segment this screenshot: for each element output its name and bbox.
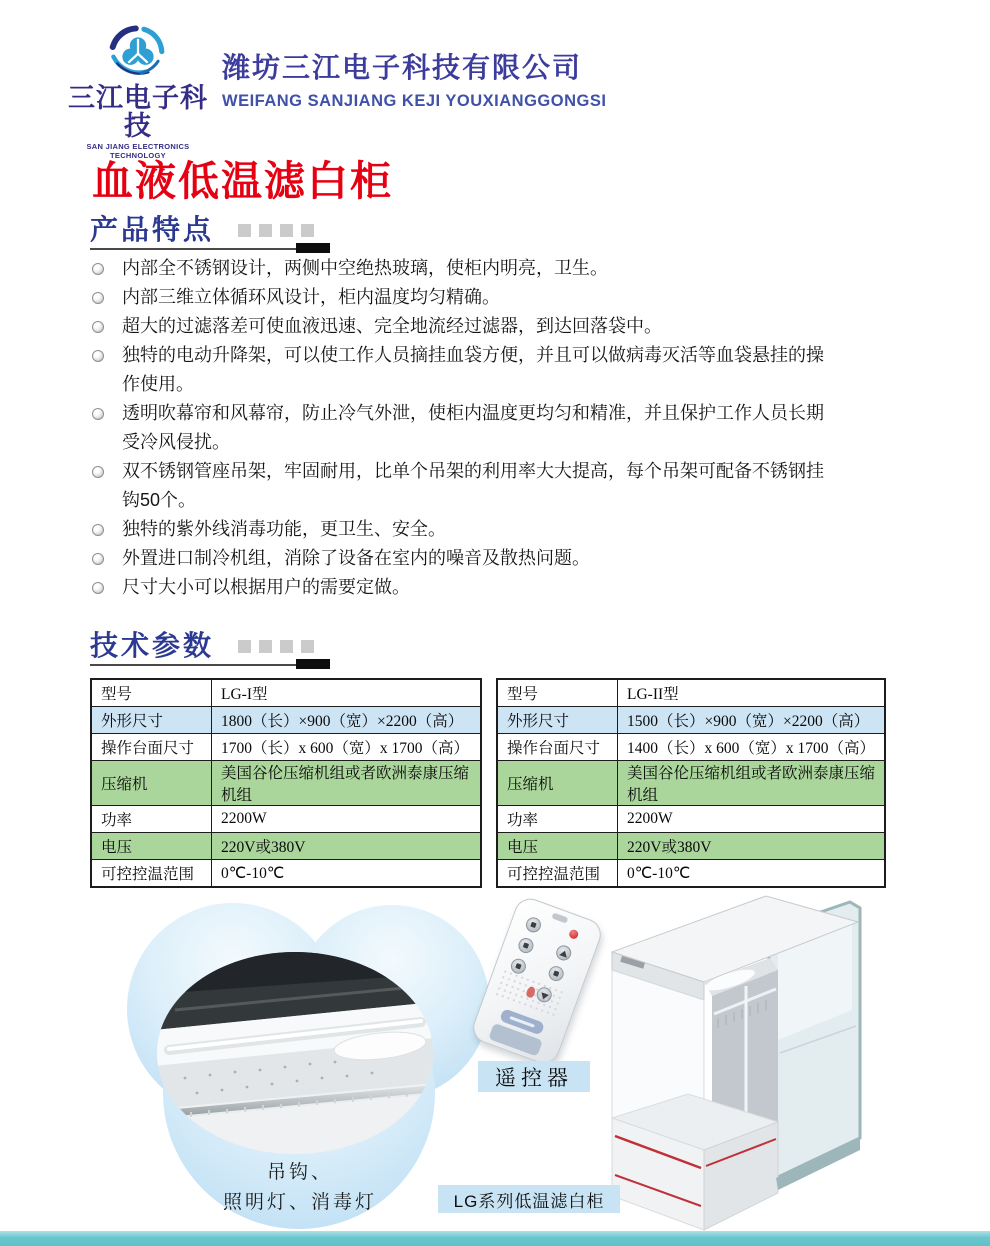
page-title: 血液低温滤白柜 bbox=[92, 158, 393, 204]
spec-value: 220V或380V bbox=[212, 833, 482, 860]
table-row bbox=[91, 806, 481, 833]
spec-label: 操作台面尺寸 bbox=[497, 734, 618, 761]
feature-item: 双不锈钢管座吊架，牢固耐用，比单个吊架的利用率大大提高，每个吊架可配备不锈钢挂钩50个。 bbox=[90, 457, 920, 515]
heading-squares-decoration bbox=[238, 640, 314, 653]
remote-up-button bbox=[554, 943, 573, 962]
heading-tab-decoration bbox=[296, 659, 330, 669]
spec-label: 可控控温范围 bbox=[91, 860, 212, 888]
cabinet-photo bbox=[608, 888, 988, 1233]
table-row bbox=[497, 860, 885, 888]
spec-label: 操作台面尺寸 bbox=[91, 734, 212, 761]
bullet-icon bbox=[92, 263, 104, 275]
bullet-icon bbox=[92, 582, 104, 594]
hooks-photo-caption-line2: 照明灯、消毒灯 bbox=[222, 1192, 377, 1213]
spec-value: LG-II型 bbox=[618, 679, 886, 707]
spec-value: 1800（长）×900（宽）×2200（高） bbox=[212, 707, 482, 734]
spec-label: 型号 bbox=[497, 679, 618, 707]
features-list bbox=[90, 254, 920, 602]
heading-squares-decoration bbox=[238, 224, 314, 237]
remote-caption: 遥控器 bbox=[478, 1061, 590, 1092]
spec-value: 1700（长）x 600（宽）x 1700（高） bbox=[212, 734, 482, 761]
hooks-photo-caption-line1: 吊钩、 bbox=[266, 1162, 333, 1183]
feature-item: 独特的电动升降架，可以使工作人员摘挂血袋方便，并且可以做病毒灭活等血袋悬挂的操作使用。 bbox=[90, 341, 920, 399]
cabinet-caption: LG系列低温滤白柜 bbox=[438, 1185, 620, 1213]
table-row bbox=[497, 833, 885, 860]
table-row bbox=[91, 734, 481, 761]
spec-label: 外形尺寸 bbox=[497, 707, 618, 734]
remote-button bbox=[516, 936, 535, 955]
remote-button bbox=[524, 915, 543, 934]
bullet-icon bbox=[92, 408, 104, 420]
logo-subtext: SAN JIANG ELECTRONICS TECHNOLOGY bbox=[86, 141, 190, 160]
spec-value: 美国谷伦压缩机组或者欧洲泰康压缩机组 bbox=[212, 761, 482, 806]
table-row bbox=[497, 806, 885, 833]
specs-section-heading bbox=[90, 624, 430, 670]
company-logo bbox=[58, 24, 218, 160]
features-section-heading bbox=[90, 208, 430, 254]
bullet-icon bbox=[92, 524, 104, 536]
remote-control-photo bbox=[469, 894, 606, 1068]
feature-item: 独特的紫外线消毒功能，更卫生、安全。 bbox=[90, 515, 920, 544]
table-row bbox=[497, 761, 885, 806]
features-heading-text: 产品特点 bbox=[90, 214, 215, 245]
bullet-icon bbox=[92, 466, 104, 478]
table-row bbox=[91, 761, 481, 806]
spec-label: 型号 bbox=[91, 679, 212, 707]
table-row bbox=[497, 707, 885, 734]
bullet-icon bbox=[92, 321, 104, 333]
spec-label: 外形尺寸 bbox=[91, 707, 212, 734]
feature-item: 尺寸大小可以根据用户的需要定做。 bbox=[90, 573, 920, 602]
spec-value: 0℃-10℃ bbox=[618, 860, 886, 888]
bullet-icon bbox=[92, 292, 104, 304]
company-name: 潍坊三江电子科技有限公司 bbox=[222, 52, 583, 83]
remote-power-led bbox=[568, 928, 580, 940]
bullet-icon bbox=[92, 553, 104, 565]
spec-label: 功率 bbox=[497, 806, 618, 833]
spec-value: 2200W bbox=[618, 806, 886, 833]
heading-underline bbox=[90, 248, 312, 250]
specs-heading-text: 技术参数 bbox=[90, 630, 215, 661]
table-row bbox=[91, 833, 481, 860]
spec-value: 1500（长）×900（宽）×2200（高） bbox=[618, 707, 886, 734]
feature-item: 超大的过滤落差可使血液迅速、完全地流经过滤器，到达回落袋中。 bbox=[90, 312, 920, 341]
logo-text: 三江电子科技 bbox=[68, 83, 208, 142]
bullet-icon bbox=[92, 350, 104, 362]
heading-tab-decoration bbox=[296, 243, 330, 253]
remote-stop-button bbox=[547, 964, 566, 983]
sanjiang-logo-icon bbox=[99, 24, 177, 82]
feature-item: 外置进口制冷机组，消除了设备在室内的噪音及散热问题。 bbox=[90, 544, 920, 573]
spec-value: 220V或380V bbox=[618, 833, 886, 860]
spec-label: 电压 bbox=[91, 833, 212, 860]
table-row bbox=[91, 707, 481, 734]
hooks-photo bbox=[155, 950, 435, 1156]
spec-label: 压缩机 bbox=[91, 761, 212, 806]
table-row bbox=[497, 679, 885, 707]
spec-value: 1400（长）x 600（宽）x 1700（高） bbox=[618, 734, 886, 761]
company-pinyin: WEIFANG SANJIANG KEJI YOUXIANGGONGSI bbox=[222, 92, 607, 110]
spec-value: 0℃-10℃ bbox=[212, 860, 482, 888]
spec-label: 可控控温范围 bbox=[497, 860, 618, 888]
spec-table-lg1 bbox=[90, 678, 482, 888]
feature-item: 内部全不锈钢设计，两侧中空绝热玻璃，使柜内明亮，卫生。 bbox=[90, 254, 920, 283]
spec-value: 2200W bbox=[212, 806, 482, 833]
table-row bbox=[91, 679, 481, 707]
heading-underline bbox=[90, 664, 312, 666]
spec-value: LG-I型 bbox=[212, 679, 482, 707]
table-row bbox=[91, 860, 481, 888]
spec-label: 压缩机 bbox=[497, 761, 618, 806]
table-row bbox=[497, 734, 885, 761]
feature-item: 透明吹幕帘和风幕帘，防止冷气外泄，使柜内温度更均匀和精准，并且保护工作人员长期受冷风侵扰。 bbox=[90, 399, 920, 457]
spec-value: 美国谷伦压缩机组或者欧洲泰康压缩机组 bbox=[618, 761, 886, 806]
feature-item: 内部三维立体循环风设计，柜内温度均匀精确。 bbox=[90, 283, 920, 312]
spec-label: 电压 bbox=[497, 833, 618, 860]
spec-label: 功率 bbox=[91, 806, 212, 833]
remote-top-button bbox=[551, 912, 568, 923]
footer-bar bbox=[0, 1231, 990, 1246]
spec-table-lg2 bbox=[496, 678, 886, 888]
company-header bbox=[222, 46, 606, 111]
